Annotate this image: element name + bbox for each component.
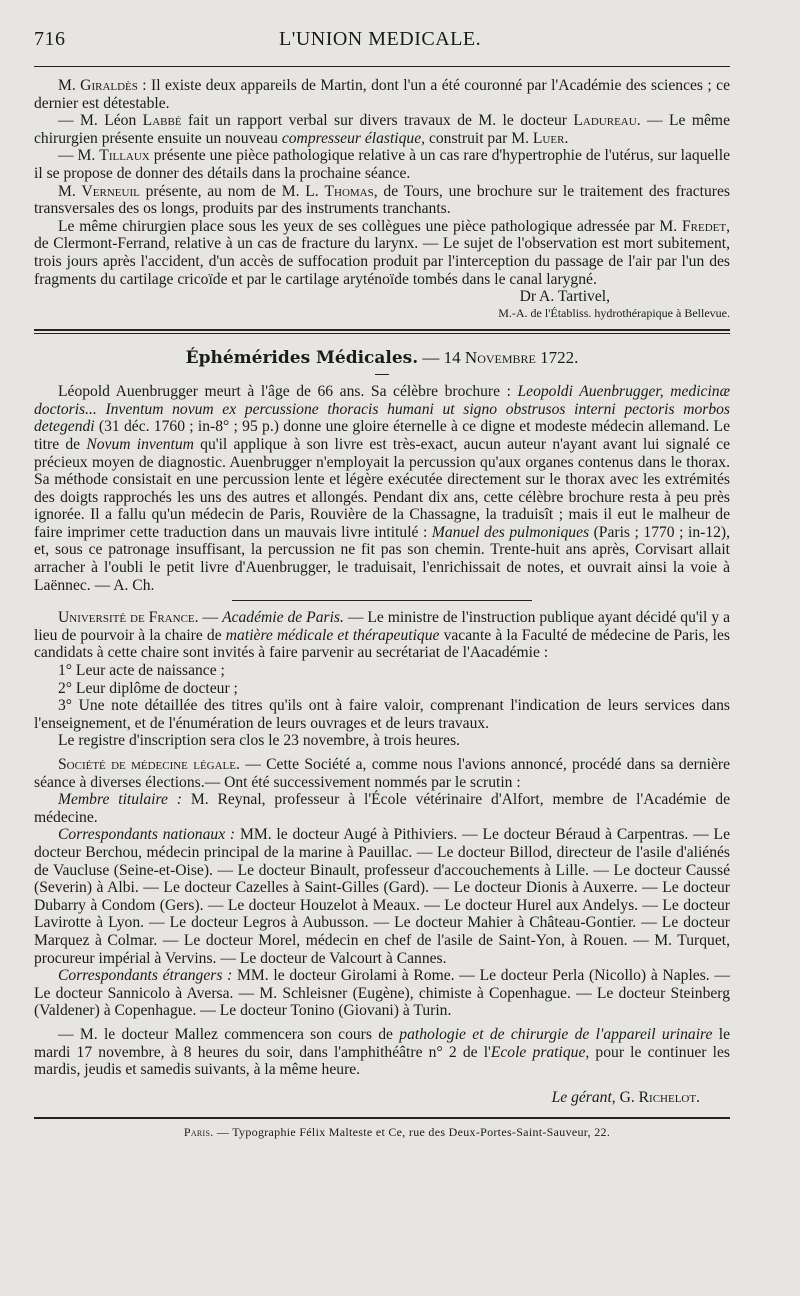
paragraph-labbe: — M. Léon Labbé fait un rapport verbal sur divers travaux de M. le docteur Ladureau. — Le même chirurgien présente ensuite un nouveau compresseur élastique, construit par M. Luer. — [34, 112, 730, 147]
list-item: 3° Une note détaillée des titres qu'ils ont à faire valoir, comprenant l'indication de leurs services dans l'enseignement, et de l'énumération de leurs ouvrages et de leurs travaux. — [34, 697, 730, 732]
ephemerides-text: Léopold Auenbrugger meurt à l'âge de 66 ans. Sa célèbre brochure : Leopoldi Auenbrugger, medicinæ doctoris... Inventum novum ex percussione thoracis humani ut signo obstrusos interni pectoris morbos detegendi (31 déc. 1760 ; in-8° ; 95 p.) donne une gloire éternelle à ce digne et modeste médecin allemand. Le titre de Novum inventum qu'il applique à son livre est très-exact, aucun auteur n'ayant avant lui signalé ce précieux moyen de diagnostic. Auenbrugger n'employait la percussion qu'aux organes contenus dans le thorax. Sa méthode consistait en une percussion lente et légère exécutée directement sur le thorax avec les extrémités des doigts rapprochés les uns des autres et allongés. Pendant dix ans, cette célèbre brochure resta à peu près ignorée. Il a fallu qu'un médecin de Paris, Rouvière de la Chassagne, la traduisît ; mais il eut le malheur de faire imprimer cette traduction dans un mauvais livre intitulé : Manuel des pulmoniques (Paris ; 1770 ; in-12), et, sous ce patronage insuffisant, la percussion ne fit pas son chemin. Trente-huit ans après, Corvisart allait arracher à l'oubli le petit livre d'Auenbrugger, le traduisait, l'enrichissait de notes, et ouvrait ainsi la voie à Laënnec. — A. Ch. — [34, 383, 730, 594]
list-item: 1° Leur acte de naissance ; — [58, 662, 225, 680]
correspondants-nationaux: Correspondants nationaux : MM. le docteur Augé à Pithiviers. — Le docteur Béraud à Carpentras. — Le docteur Berchou, médecin principal de la marine à Pauillac. — Le docteur Billod, directeur de l'asile d'aliénés de Vaucluse (Seine-et-Oise). — Le docteur Binault, professeur d'accouchements à Lille. — Le docteur Caussé (Severin) à Albi. — Le docteur Cazelles à Saint-Gilles (Gard). — Le docteur Dionis à Auxerre. — Le docteur Dubarry à Condom (Gers). — Le docteur Houzelot à Meaux. — Le docteur Hurel aux Andelys. — Le docteur Lavirotte à Lyon. — Le docteur Legros à Aubusson. — Le docteur Mahier à Château-Gontier. — Le docteur Marquez à Colmar. — Le docteur Morel, médecin en chef de l'asile de Saint-Yon, à Rouen. — M. Turquet, procureur impérial à Vervins. — Le docteur de Valcourt à Cannes. — [34, 826, 731, 967]
title-dash — [375, 374, 389, 375]
ephemerides-section — [34, 348, 730, 594]
session-section — [34, 77, 730, 321]
section-divider — [34, 329, 730, 334]
societe-intro: Société de médecine légale. — Cette Société a, comme nous l'avions annoncé, procédé dans sa dernière séance à diverses élections.— Ont été successivement nommés par le scrutin : — [34, 756, 730, 791]
page-number: 716 — [34, 28, 66, 50]
paragraph-giraldes: M. Giraldès : Il existe deux appareils de Martin, dont l'un a été couronné par l'Académie des sciences ; ce dernier est détestable. — [34, 77, 730, 112]
gerant-line: Le gérant, G. Richelot. — [551, 1088, 700, 1106]
membre-titulaire: Membre titulaire : M. Reynal, professeur à l'École vétérinaire d'Alfort, membre de l'Académie de médecine. — [34, 791, 731, 826]
signature-title: M.-A. de l'Établiss. hydrothérapique à Bellevue. — [498, 306, 730, 321]
universite-section — [34, 609, 730, 750]
mallez-section — [34, 1026, 730, 1079]
correspondants-etrangers: Correspondants étrangers : MM. le docteur Girolami à Rome. — Le docteur Perla (Nicollo) à Naples. — Le docteur Sannicolo à Aversa. — M. Schleisner (Eugène), chimiste à Copenhague. — Le docteur Steinberg (Valdener) à Copenhague. — Le docteur Tonino (Giovani) à Turin. — [34, 967, 730, 1020]
mallez-text: — M. le docteur Mallez commencera son cours de pathologie et de chirurgie de l'appareil urinaire le mardi 17 novembre, à 8 heures du soir, dans l'amphithéâtre n° 2 de l'Ecole pratique, pour le continuer les mardis, jeudis et samedis suivants, à la même heure. — [34, 1025, 731, 1079]
paragraph-tillaux: — M. Tillaux présente une pièce pathologique relative à un cas rare d'hypertrophie de l'utérus, sur laquelle il se propose de donner des détails dans la prochaine séance. — [34, 147, 731, 182]
footer-rule — [34, 1117, 730, 1119]
page-header — [34, 22, 730, 52]
requirements-list — [34, 662, 730, 732]
universite-closing: Le registre d'inscription sera clos le 23 novembre, à trois heures. — [58, 732, 461, 750]
universite-intro: Université de France. — Académie de Paris. — Le ministre de l'instruction publique ayant décidé qu'il y a lieu de pourvoir à la chaire de matière médicale et thérapeutique vacante à la Faculté de médecine de Paris, les candidats à cette chaire sont invités à faire parvenir au secrétariat de l'Aacadémie : — [34, 609, 730, 662]
societe-section — [34, 756, 730, 1020]
ephemerides-title: Éphémérides Médicales. — 14 Novembre 1722. — [185, 348, 579, 369]
paragraph-verneuil: M. Verneuil présente, au nom de M. L. Thomas, de Tours, une brochure sur le traitement des fractures transversales des os longs, produits par des instruments tranchants. — [34, 182, 730, 218]
journal-title: L'UNION MEDICALE. — [279, 28, 482, 50]
signature-name: Dr A. Tartivel, — [519, 288, 610, 306]
short-divider — [232, 600, 532, 601]
list-item: 2° Leur diplôme de docteur ; — [58, 679, 238, 697]
header-rule — [34, 66, 730, 67]
printer-footer: Paris. — Typographie Félix Malteste et Ce, rue des Deux-Portes-Saint-Sauveur, 22. — [183, 1124, 611, 1139]
paragraph-fredet: Le même chirurgien place sous les yeux de ses collègues une pièce pathologique adressée par M. Fredet, de Clermont-Ferrand, relative à un cas de fracture du larynx. — Le sujet de l'observation est mort subitement, trois jours après l'accident, d'un accès de suffocation produit par l'interception du passage de l'air par l'un des fragments du cartilage cricoïde et par le cartilage aryténoïde tombés dans le canal larygné. — [34, 217, 730, 288]
